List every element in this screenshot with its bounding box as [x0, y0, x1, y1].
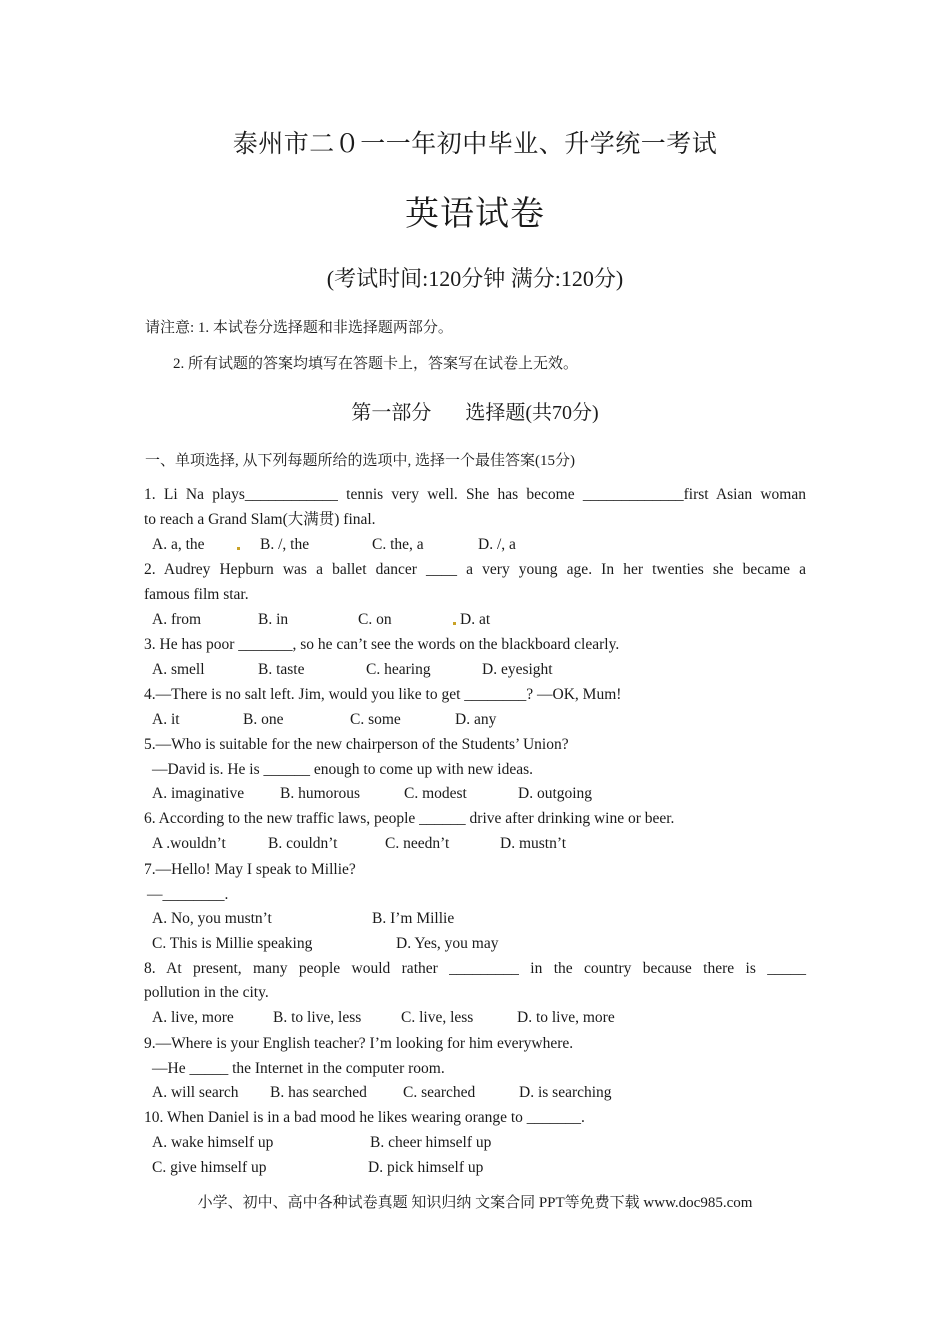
- q5-stem-line2: —David is. He is ______ enough to come up with new ideas.: [152, 761, 533, 778]
- q10-option-b: B. cheer himself up: [370, 1134, 492, 1151]
- q10-stem-line1: 10. When Daniel is in a bad mood he likes wearing orange to _______.: [144, 1109, 585, 1126]
- q4-option-b: B. one: [243, 711, 284, 728]
- q1-option-c: C. the, a: [372, 536, 424, 553]
- q10-option-a: A. wake himself up: [152, 1134, 274, 1151]
- q2-option-c: C. on: [358, 611, 392, 628]
- q1-stem-line2: to reach a Grand Slam(大满贯) final.: [144, 511, 376, 528]
- q6-option-b: B. couldn’t: [268, 835, 338, 852]
- exam-subject: 英语试卷: [405, 196, 545, 233]
- q3-option-d: D. eyesight: [482, 661, 553, 678]
- q9-stem-line1: 9.—Where is your English teacher? I’m looking for him everywhere.: [144, 1035, 574, 1052]
- q3-option-b: B. taste: [258, 661, 305, 678]
- note-2: 2. 所有试题的答案均填写在答题卡上，答案写在试卷上无效。: [173, 356, 579, 372]
- q7-option-c: C. This is Millie speaking: [152, 935, 313, 952]
- q6-option-c: C. needn’t: [385, 835, 450, 852]
- q8-option-d: D. to live, more: [517, 1009, 615, 1026]
- q10-option-c: C. give himself up: [152, 1159, 267, 1176]
- q2-option-a: A. from: [152, 611, 202, 628]
- q9-stem-line2: —He _____ the Internet in the computer room.: [152, 1060, 445, 1077]
- q9-option-d: D. is searching: [519, 1084, 612, 1101]
- q7-stem-line2: —________.: [147, 886, 229, 903]
- q8-option-c: C. live, less: [401, 1009, 474, 1026]
- q7-option-a: A. No, you mustn’t: [152, 910, 272, 927]
- q10-option-d: D. pick himself up: [368, 1159, 484, 1176]
- q2-option-b: B. in: [258, 611, 289, 628]
- q2-stem-line2: famous film star.: [144, 586, 249, 603]
- part-heading: [0, 396, 950, 425]
- q4-option-a: A. it: [152, 711, 180, 728]
- q6-option-d: D. mustn’t: [500, 835, 567, 852]
- q9-option-c: C. searched: [403, 1084, 476, 1101]
- footer-text: 小学、初中、高中各种试卷真题 知识归纳 文案合同 PPT等免费下载 www.doc985.com: [197, 1195, 753, 1211]
- q1-stem-line1: 1. Li Na plays____________ tennis very well. She has become _____________first Asian woman: [144, 486, 806, 503]
- q8-stem-line2: pollution in the city.: [144, 984, 269, 1001]
- note-1: 请注意: 1. 本试卷分选择题和非选择题两部分。: [145, 320, 453, 336]
- decorative-dot: [453, 622, 456, 625]
- q9-option-b: B. has searched: [270, 1084, 367, 1101]
- q5-option-a: A. imaginative: [152, 785, 245, 802]
- q7-option-d: D. Yes, you may: [396, 935, 499, 952]
- q5-option-d: D. outgoing: [518, 785, 593, 802]
- q6-option-a: A .wouldn’t: [152, 835, 226, 852]
- q1-option-b: B. /, the: [260, 536, 310, 553]
- q1-option-d: D. /, a: [478, 536, 516, 553]
- q2-option-d: D. at: [460, 611, 491, 628]
- part-title: 选择题(共70分): [465, 402, 599, 424]
- q3-option-c: C. hearing: [366, 661, 431, 678]
- q4-stem-line1: 4.—There is no salt left. Jim, would you like to get ________? —OK, Mum!: [144, 686, 622, 703]
- q7-stem-line1: 7.—Hello! May I speak to Millie?: [144, 861, 356, 878]
- q1-option-a: A. a, the: [152, 536, 205, 553]
- q3-option-a: A. smell: [152, 661, 205, 678]
- section-title: 一、单项选择, 从下列每题所给的选项中, 选择一个最佳答案(15分): [145, 453, 575, 469]
- part-label: 第一部分: [351, 402, 432, 424]
- exam-title: 泰州市二０一一年初中毕业、升学统一考试: [232, 131, 718, 158]
- q5-option-b: B. humorous: [280, 785, 361, 802]
- q7-option-b: B. I’m Millie: [372, 910, 455, 927]
- q4-option-c: C. some: [350, 711, 401, 728]
- decorative-dot: [237, 547, 240, 550]
- q5-stem-line1: 5.—Who is suitable for the new chairperson of the Students’ Union?: [144, 736, 569, 753]
- q5-option-c: C. modest: [404, 785, 467, 802]
- exam-info: (考试时间:120分钟 满分:120分): [326, 266, 624, 291]
- q4-option-d: D. any: [455, 711, 497, 728]
- q8-stem-line1: 8. At present, many people would rather _________ in the country because there is _____: [144, 960, 806, 977]
- q9-option-a: A. will search: [152, 1084, 239, 1101]
- q6-stem-line1: 6. According to the new traffic laws, people ______ drive after drinking wine or beer.: [144, 810, 675, 827]
- q3-stem-line1: 3. He has poor _______, so he can’t see the words on the blackboard clearly.: [144, 636, 620, 653]
- q2-stem-line1: 2. Audrey Hepburn was a ballet dancer ____ a very young age. In her twenties she became a: [144, 561, 806, 578]
- q8-option-a: A. live, more: [152, 1009, 234, 1026]
- q8-option-b: B. to live, less: [273, 1009, 362, 1026]
